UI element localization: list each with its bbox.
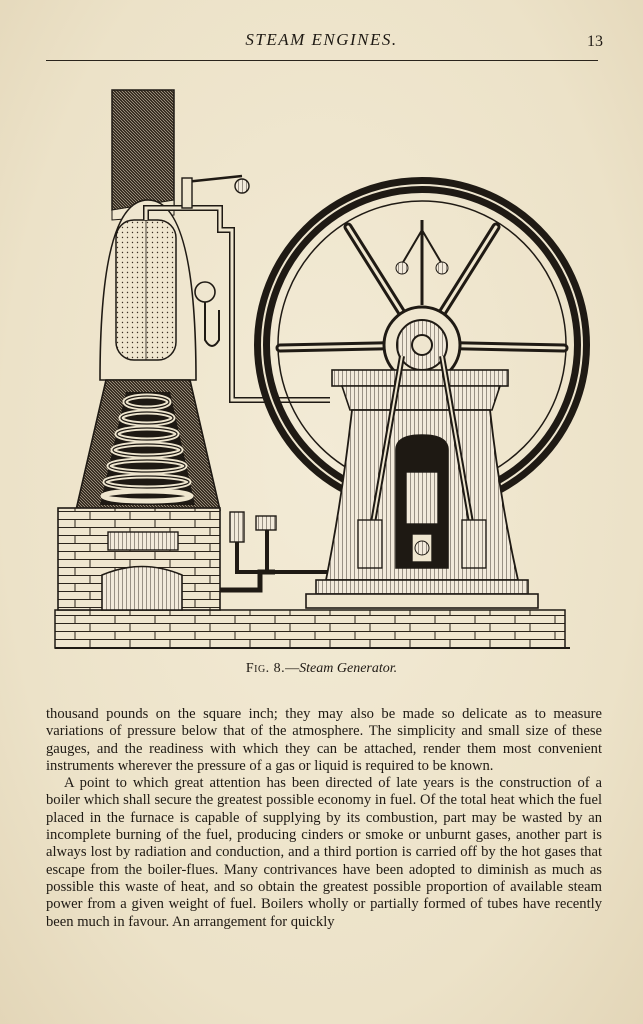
page-number: 13 — [587, 33, 603, 50]
paragraph: thousand pounds on the square inch; they may also be made so delicate as to measure variations of pressure below that of the atmosphere. The simplicity and small size of these gauges, and the readiness with which they can be attached, render them most convenient instruments wherever the pressure of a gas or liquid is required to be known. — [46, 706, 602, 774]
header-rule — [46, 60, 598, 61]
brick-base — [55, 610, 570, 648]
figure-dash: — — [285, 661, 300, 676]
figure-title: Steam Generator. — [299, 661, 398, 676]
paragraph: A point to which great attention has been directed of late years is the construction of a boiler which shall secure the greatest possible economy in fuel. Of the total heat which the fuel placed in the furnace is capable of supplying by its combustion, part may be wasted by an incomplete burning of the fuel, producing cinders or smoke or unburnt gases, another part is always lost by radiation and conduction, and a third portion is carried off by the hot gases that escape from the boiler-flues. Many contrivances have been adopted to diminish as much as possible this waste of heat, and so obtain the greatest possible proportion of available steam power from a given weight of fuel. Boilers wholly or partially formed of tubes have recently been much in favour. An arrangement for quickly — [46, 775, 602, 930]
figure-label: Fig. 8. — [245, 661, 286, 676]
figure-caption — [0, 661, 643, 677]
body-text — [46, 706, 602, 931]
running-head: STEAM ENGINES. — [245, 30, 398, 49]
steam-generator-engraving — [30, 80, 610, 660]
